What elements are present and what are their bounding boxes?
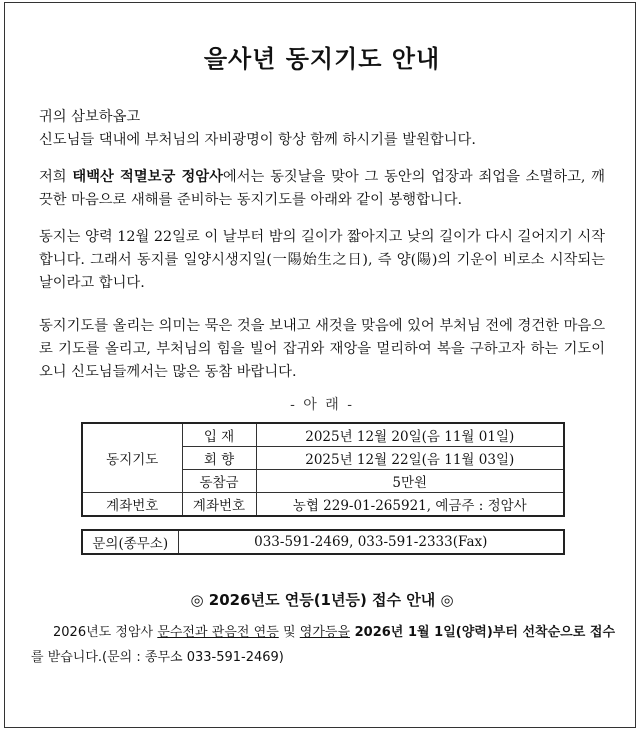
greeting-line-2: 신도님들 댁내에 부처님의 자비광명이 항상 함께 하시기를 발원합니다.: [39, 132, 476, 148]
dongji-explanation: 동지는 양력 12월 22일로 이 날부터 밤의 길이가 짧아지고 낮의 길이가 다시 길어지기 시작합니다. 그래서 동지를 일양시생지일(一陽始生之日), 즉 양(陽)의 기운이 비로소 시작되는 날이라고 합니다.: [39, 229, 605, 291]
row-label: 입 재: [182, 423, 256, 447]
table-row: [82, 423, 564, 447]
greeting-paragraph: [39, 106, 605, 152]
row-value: 2025년 12월 22일(음 11월 03일): [256, 447, 564, 470]
lantern-spirit: 영가등을: [299, 625, 350, 640]
lantern-halls: 문수전과 관음전 연등: [157, 625, 279, 640]
row-value: 5만원: [256, 470, 564, 493]
table-row: [82, 530, 564, 554]
notice-page: [4, 2, 636, 728]
account-group-label: 계좌번호: [82, 493, 182, 517]
lantern-text-1: 2026년도 정암사: [53, 625, 158, 640]
intro-prefix: 저희: [39, 169, 73, 185]
row-label: 회 향: [182, 447, 256, 470]
lantern-text-2: 및: [278, 625, 300, 640]
row-value: 2025년 12월 20일(음 11월 01일): [256, 423, 564, 447]
temple-name: 태백산 적멸보궁 정암사: [72, 169, 223, 185]
lantern-section-title: ◎ 2026년도 연등(1년등) 접수 안내 ◎: [190, 591, 454, 609]
contact-label: 문의(종무소): [82, 530, 178, 554]
intro-suffix: 에서는 동짓날을 맞아 그 동안의 업장과 죄업을 소멸하고, 깨끗한 마음으로 새해를 준비하는 동지기도를 아래와 같이 봉행합니다.: [39, 169, 605, 208]
lantern-date: 2026년 1월 1일(양력)부터 선착순으로 접수: [350, 625, 616, 640]
intro-paragraph: [39, 166, 605, 212]
details-heading: - 아 래 -: [290, 397, 354, 413]
contact-value: 033-591-2469, 033-591-2333(Fax): [178, 530, 564, 554]
table-row: [82, 493, 564, 517]
prayer-info-table: [81, 422, 565, 517]
row-label: 동참금: [182, 470, 256, 493]
lantern-section-text: [31, 620, 615, 670]
contact-table: [81, 529, 565, 555]
greeting-line-1: 귀의 삼보하옵고: [39, 109, 141, 125]
prayer-group-label: 동지기도: [82, 423, 182, 493]
prayer-meaning: 동지기도를 올리는 의미는 묵은 것을 보내고 새것을 맞음에 있어 부처님 전에 경건한 마음으로 기도를 올리고, 부처님의 힘을 빌어 잡귀와 재앙을 멀리하여 복을 구하고자 하는 기도이오니 신도님들께서는 많은 동참 바랍니다.: [39, 318, 605, 380]
page-title: 을사년 동지기도 안내: [203, 45, 441, 73]
row-value: 농협 229-01-265921, 예금주 : 정암사: [256, 493, 564, 517]
lantern-text-3: 를 받습니다.(문의 : 종무소 033-591-2469): [31, 650, 284, 665]
row-label: 계좌번호: [182, 493, 256, 517]
